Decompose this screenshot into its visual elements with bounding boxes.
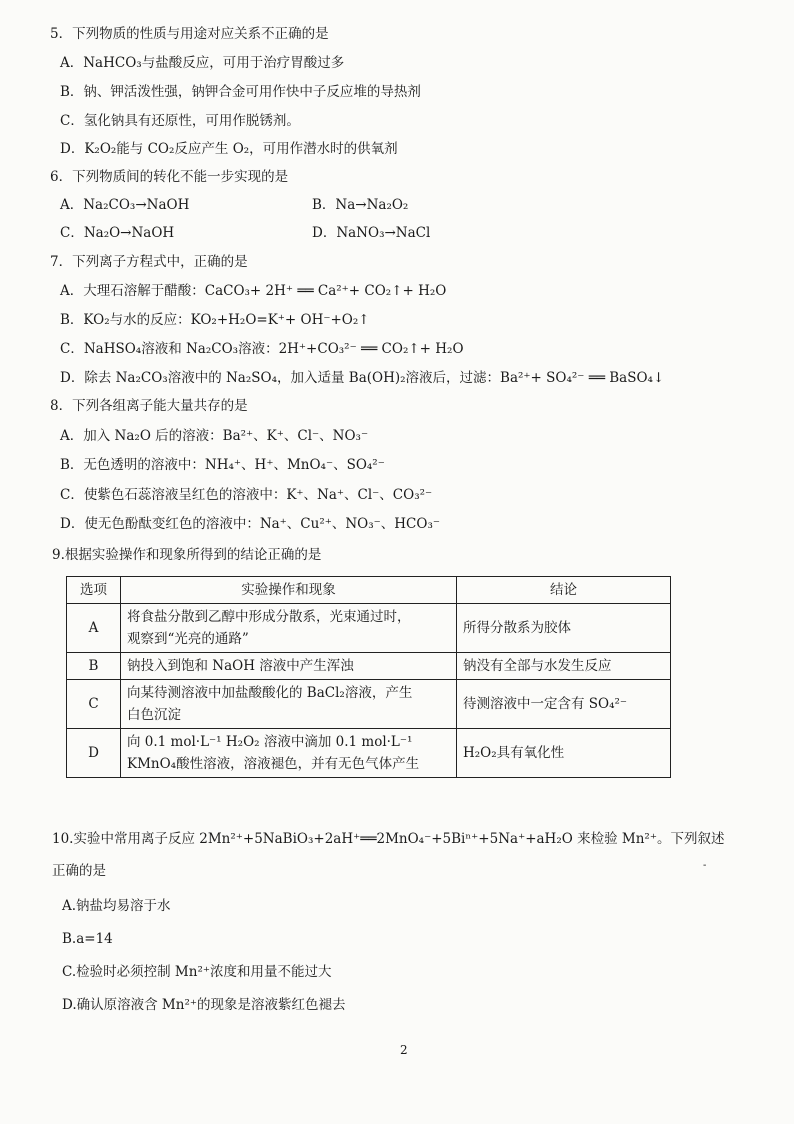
row-option: D [67, 729, 121, 778]
question-8-stem: 8．下列各组离子能大量共存的是 [50, 398, 248, 414]
question-8-option-c: C．使紫色石蕊溶液呈红色的溶液中：K⁺、Na⁺、Cl⁻、CO₃²⁻ [60, 487, 433, 503]
question-9-stem: 9.根据实验操作和现象所得到的结论正确的是 [52, 547, 322, 563]
row-conclusion: H₂O₂具有氧化性 [457, 729, 671, 778]
row-operation [121, 653, 457, 680]
question-8-option-b: B．无色透明的溶液中：NH₄⁺、H⁺、MnO₄⁻、SO₄²⁻ [60, 457, 385, 473]
question-5-stem: 5．下列物质的性质与用途对应关系不正确的是 [50, 26, 329, 42]
question-10-stem-line1: 10.实验中常用离子反应 2Mn²⁺+5NaBiO₃+2aH⁺══2MnO₄⁻+5Biⁿ⁺+5Na⁺+aH₂O 来检验 Mn²⁺。下列叙述 [52, 831, 725, 847]
table-row [67, 604, 671, 653]
question-8-option-d: D．使无色酚酞变红色的溶液中：Na⁺、Cu²⁺、NO₃⁻、HCO₃⁻ [60, 516, 440, 532]
question-7-option-d: D．除去 Na₂CO₃溶液中的 Na₂SO₄，加入适量 Ba(OH)₂溶液后，过滤：Ba²⁺+ SO₄²⁻ ══ BaSO₄↓ [60, 370, 665, 386]
question-7-option-a: A．大理石溶解于醋酸：CaCO₃+ 2H⁺ ══ Ca²⁺+ CO₂↑+ H₂O [60, 283, 447, 299]
question-6-option-c: C．Na₂O→NaOH [60, 225, 175, 241]
row-option: C [67, 680, 121, 729]
row-conclusion: 待测溶液中一定含有 SO₄²⁻ [457, 680, 671, 729]
row-option: B [67, 653, 121, 680]
operation-line: 观察到“光亮的通路” [127, 631, 249, 647]
operation-line: 白色沉淀 [127, 707, 181, 723]
question-7-stem: 7．下列离子方程式中，正确的是 [50, 254, 248, 270]
table-row [67, 680, 671, 729]
question-10-option-a: A.钠盐均易溶于水 [62, 898, 171, 914]
page-number: 2 [400, 1043, 408, 1057]
operation-line: 钠投入到饱和 NaOH 溶液中产生浑浊 [127, 658, 354, 674]
question-6-option-a: A．Na₂CO₃→NaOH [60, 197, 190, 213]
operation-line: 向 0.1 mol·L⁻¹ H₂O₂ 溶液中滴加 0.1 mol·L⁻¹ [127, 734, 413, 750]
row-option: A [67, 604, 121, 653]
row-conclusion: 钠没有全部与水发生反应 [457, 653, 671, 680]
question-8-option-a: A．加入 Na₂O 后的溶液：Ba²⁺、K⁺、Cl⁻、NO₃⁻ [60, 428, 369, 444]
row-conclusion: 所得分散系为胶体 [457, 604, 671, 653]
operation-line: 将食盐分散到乙醇中形成分散系，光束通过时， [127, 609, 411, 625]
row-operation [121, 680, 457, 729]
question-6-stem: 6．下列物质间的转化不能一步实现的是 [50, 169, 289, 185]
question-5-option-a: A．NaHCO₃与盐酸反应，可用于治疗胃酸过多 [60, 55, 345, 71]
question-5-option-c: C．氢化钠具有还原性，可用作脱锈剂。 [60, 113, 300, 129]
question-6-option-b: B．Na→Na₂O₂ [312, 197, 409, 213]
question-7-option-c: C．NaHSO₄溶液和 Na₂CO₃溶液：2H⁺+CO₃²⁻ ══ CO₂↑+ H₂O [60, 341, 464, 357]
question-10-option-d: D.确认原溶液含 Mn²⁺的现象是溶液紫红色褪去 [62, 997, 346, 1013]
margin-mark: - [703, 860, 707, 871]
question-7-option-b: B．KO₂与水的反应：KO₂+H₂O=K⁺+ OH⁻+O₂↑ [60, 312, 370, 328]
question-6-option-d: D．NaNO₃→NaCl [312, 225, 431, 241]
experiment-table [66, 576, 671, 778]
question-10-option-b: B.a=14 [62, 931, 113, 947]
question-10-option-c: C.检验时必须控制 Mn²⁺浓度和用量不能过大 [62, 964, 332, 980]
header-operation: 实验操作和现象 [121, 577, 457, 604]
question-5-option-b: B．钠、钾活泼性强，钠钾合金可用作快中子反应堆的导热剂 [60, 84, 421, 100]
operation-line: KMnO₄酸性溶液，溶液褪色，并有无色气体产生 [127, 756, 420, 772]
table-row [67, 653, 671, 680]
question-10-stem-line2: 正确的是 [52, 863, 106, 879]
row-operation [121, 604, 457, 653]
table-row [67, 729, 671, 778]
table-header-row [67, 577, 671, 604]
header-conclusion: 结论 [457, 577, 671, 604]
operation-line: 向某待测溶液中加盐酸酸化的 BaCl₂溶液，产生 [127, 685, 413, 701]
row-operation [121, 729, 457, 778]
question-5-option-d: D．K₂O₂能与 CO₂反应产生 O₂，可用作潜水时的供氧剂 [60, 141, 398, 157]
header-option: 选项 [67, 577, 121, 604]
